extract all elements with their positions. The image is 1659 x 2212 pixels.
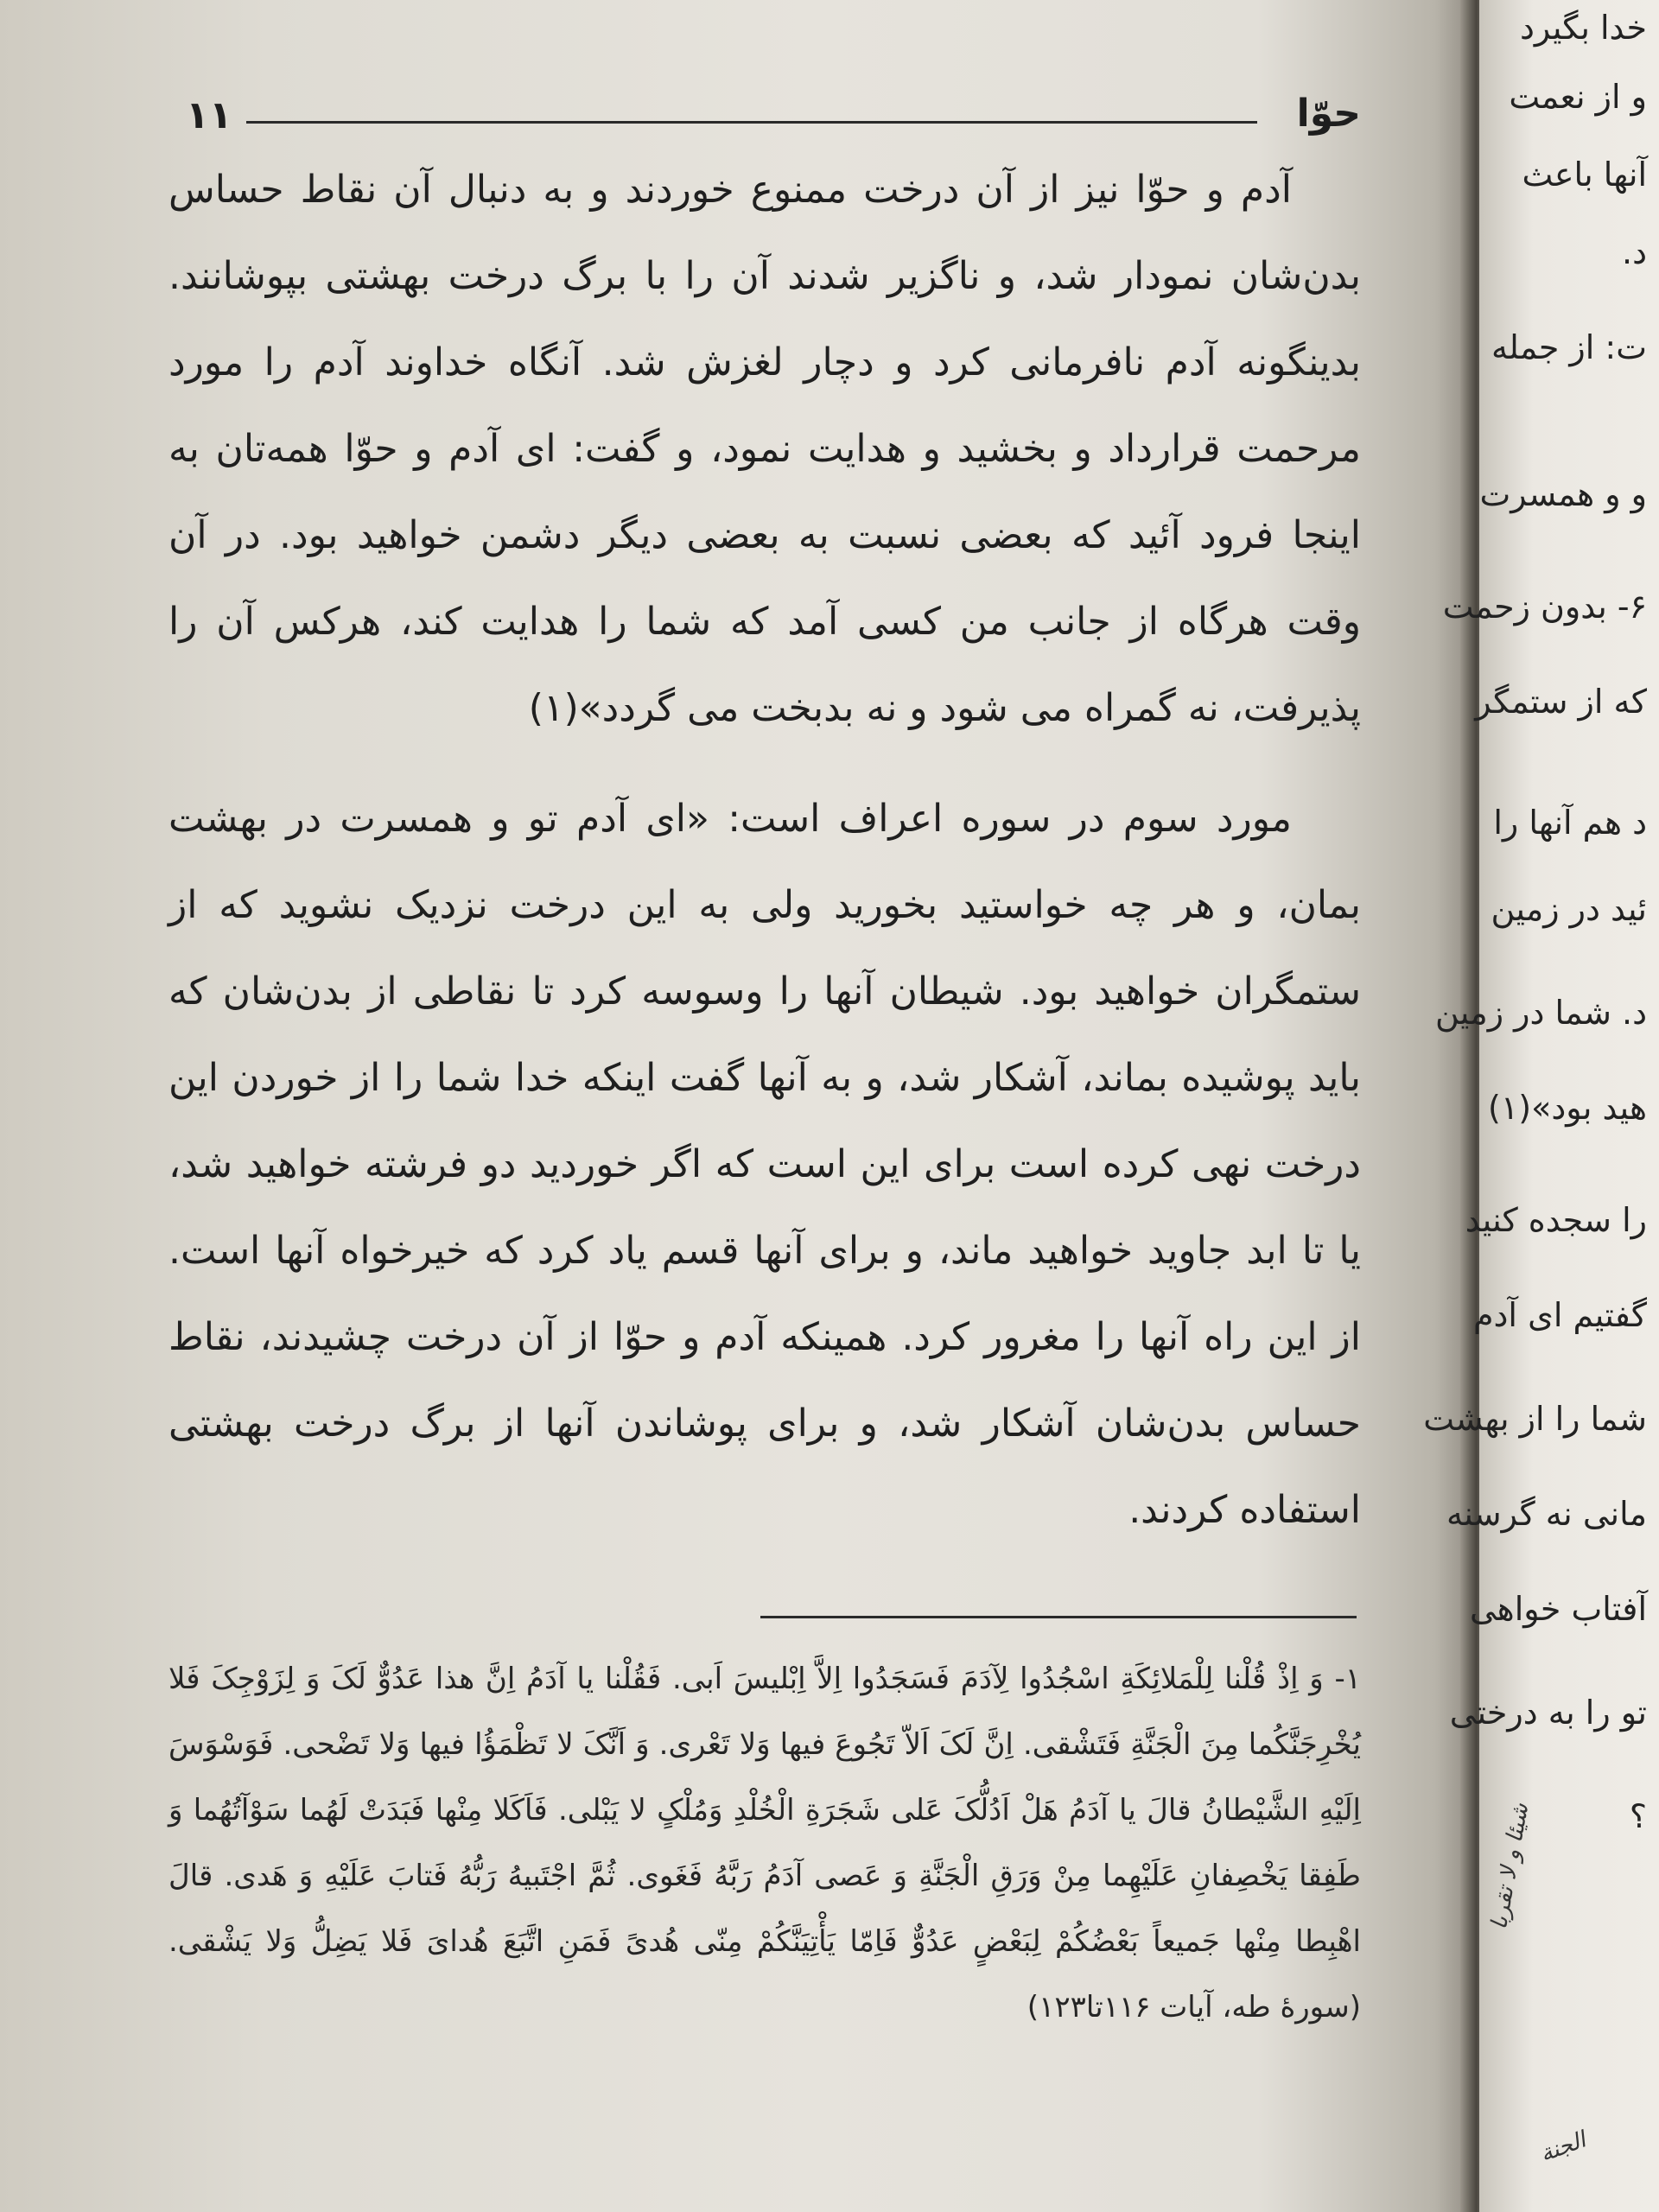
facing-page-line: ؟ — [1629, 1797, 1647, 1835]
facing-page-line: آفتاب خواهی — [1469, 1590, 1647, 1628]
facing-page-line: آنها باعث — [1522, 156, 1647, 194]
facing-page-line: د. شما در زمین — [1435, 994, 1647, 1032]
facing-page-line: تو را به درختی — [1449, 1694, 1647, 1732]
facing-page-line: و و همسرت — [1479, 475, 1647, 513]
handwritten-note: شیئا و لا تقربا — [1486, 1801, 1535, 1932]
facing-page-line: و از نعمت — [1509, 78, 1647, 116]
facing-page-line: د هم آنها را — [1493, 804, 1647, 842]
facing-page-line: گفتیم ای آدم — [1472, 1296, 1647, 1334]
facing-page-line: شما را از بهشت — [1423, 1400, 1647, 1438]
footnote-rule — [760, 1616, 1357, 1618]
facing-page-line: هید بود»(۱) — [1488, 1089, 1647, 1127]
header-rule — [246, 121, 1257, 124]
facing-page-line: ۶- بدون زحمت — [1442, 588, 1647, 626]
body-paragraph-1: آدم و حوّا نیز از آن درخت ممنوع خوردند و به دنبال آن نقاط حساس بدن‌شان نمودار شد، و ناگزیر شدند آن را با برگ درخت بهشتی بپوشانند. بدینگونه آدم نافرمانی کرد و دچار لغزش شد. آنگاه خداوند آدم را مورد مرحمت قرارداد و بخشید و هدایت نمود، و گفت: ای آدم و حوّا همه‌تان به اینجا فرود آئید که بعضی نسبت به بعضی دیگر دشمن خواهید بود. در آن وقت هرگاه از جانب من کسی آمد که شما را هدایت کند، هرکس آن را پذیرفت، نه گمراه می شود و نه بدبخت می گردد»(۱) — [168, 168, 1361, 730]
running-title: حوّا — [1296, 92, 1361, 136]
facing-page — [1423, 0, 1659, 2212]
page-header — [168, 86, 1361, 138]
facing-page-line: ت: از جمله — [1491, 328, 1647, 366]
facing-page-line: مانی نه گرسنه — [1446, 1495, 1647, 1533]
handwritten-note: الجنة — [1536, 2126, 1590, 2168]
facing-page-line: د. — [1621, 233, 1647, 271]
facing-page-line: خدا بگیرد — [1520, 9, 1647, 47]
facing-page-line: که از ستمگر — [1475, 683, 1647, 721]
footnote: ۱- وَ اِذْ قُلْنا لِلْمَلائِکَةِ اسْجُدُوا لِآدَمَ فَسَجَدُوا اِلاَّ اِبْلیسَ اَبی. فَقُلْنا یا آدَمُ اِنَّ هذا عَدُوٌّ لَکَ وَ لِزَوْجِکَ فَلا یُخْرِجَنَّکُما مِنَ الْجَنَّةِ فَتَشْقی. اِنَّ لَکَ اَلاّ تَجُوعَ فیها وَلا تَعْری. وَ اَنَّکَ لا تَظْمَؤُا فیها وَلا تَضْحی. فَوَسْوَسَ اِلَیْهِ الشَّیْطانُ قالَ یا آدَمُ هَلْ اَدُلُّکَ عَلی شَجَرَةِ الْخُلْدِ وَمُلْکٍ لا یَبْلی. فَاَکَلا مِنْها فَبَدَتْ لَهُما سَوْآتُهُما وَ طَفِقا یَخْصِفانِ عَلَیْهِما مِنْ وَرَقِ الْجَنَّةِ وَ عَصی آدَمُ رَبَّهُ فَغَوی. ثُمَّ اجْتَبیهُ رَبُّهُ فَتابَ عَلَیْهِ وَ هَدی. قالَ اهْبِطا مِنْها جَمیعاً بَعْضُکُمْ لِبَعْضٍ عَدُوٌّ فَاِمّا یَأْتِیَنَّکُمْ مِنّی هُدیً فَمَنِ اتَّبَعَ هُدایَ فَلا یَضِلُّ وَلا یَشْقی. (سورهٔ طه، آیات ۱۱۶تا۱۲۳) — [168, 1662, 1361, 2024]
body-paragraph-2: مورد سوم در سوره اعراف است: «ای آدم تو و همسرت در بهشت بمان، و هر چه خواستید بخورید ولی به این درخت نزدیک نشوید که از ستمگران خواهید بود. شیطان آنها را وسوسه کرد تا نقاطی از بدن‌شان که باید پوشیده بماند، آشکار شد، و به آنها گفت اینکه خدا شما را از خوردن این درخت نهی کرده است برای این است که اگر خوردید دو فرشته خواهید شد، یا تا ابد جاوید خواهید ماند، و برای آنها قسم یاد کرد که خیرخواه آنها است. از این راه آنها را مغرور کرد. همینکه آدم و حوّا از آن درخت چشیدند، نقاط حساس بدن‌شان آشکار شد، و برای پوشاندن آنها از برگ درخت بهشتی استفاده کردند. — [168, 797, 1361, 1532]
facing-page-line: ئید در زمین — [1491, 890, 1647, 928]
main-text — [168, 147, 1361, 1554]
facing-page-line: را سجده کنید — [1465, 1201, 1647, 1239]
page-number: ۱۱ — [186, 93, 232, 137]
